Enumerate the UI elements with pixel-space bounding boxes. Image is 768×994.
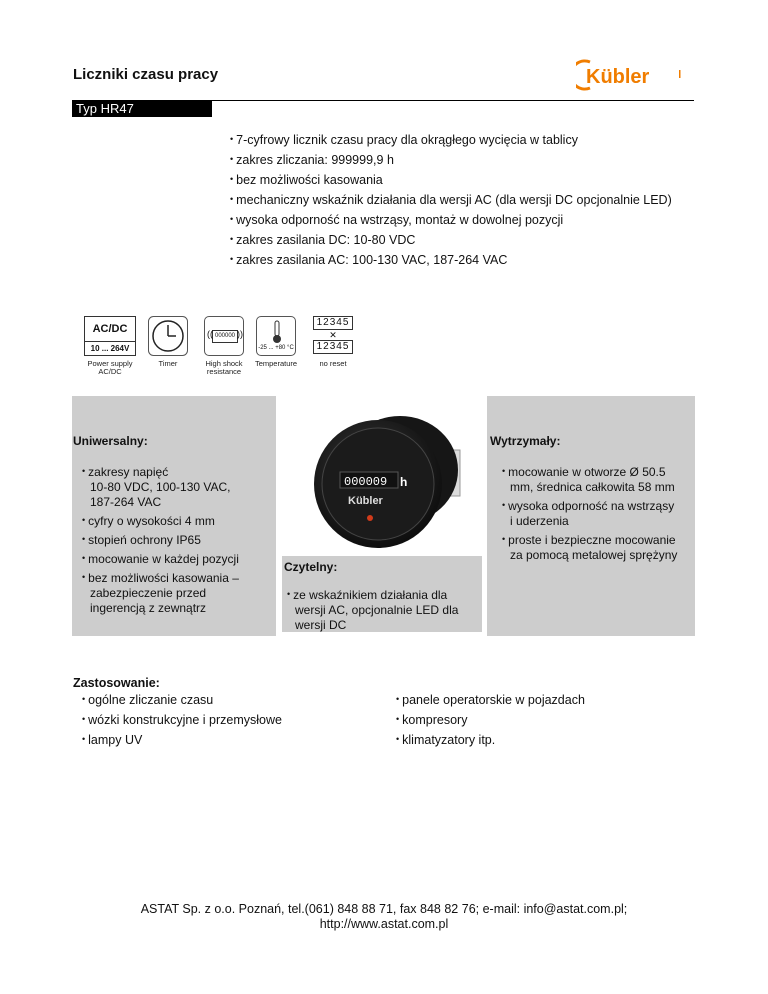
uniwersalny-heading: Uniwersalny: [73, 434, 148, 448]
kubler-logo [576, 58, 682, 92]
no-reset-icon: 12345 ✕ 12345 [313, 316, 353, 356]
feature-item: • zakres zliczania: 999999,9 h [230, 153, 394, 167]
device-unit: h [400, 475, 408, 489]
list-item: • cyfry o wysokości 4 mm [82, 514, 215, 528]
feature-item: • bez możliwości kasowania [230, 173, 383, 187]
feature-list [230, 130, 672, 270]
footer [0, 902, 768, 932]
list-item: • lampy UV [82, 733, 143, 747]
type-label: Typ HR47 [72, 101, 212, 117]
feature-item: • mechaniczny wskaźnik działania dla wersji AC (dla wersji DC opcjonalnie LED) [230, 193, 672, 207]
timer-caption: Timer [158, 359, 178, 368]
list-item: • stopień ochrony IP65 [82, 533, 201, 547]
uniwersalny-list [82, 464, 239, 619]
feature-item: • zakres zasilania AC: 100-130 VAC, 187-264 VAC [230, 253, 508, 267]
list-item: • ze wskaźnikiem działania dla wersji AC, opcjonalnie LED dla wersji DC [287, 588, 459, 632]
list-item: • mocowanie w każdej pozycji [82, 552, 239, 566]
list-item: • ogólne zliczanie czasu [82, 693, 214, 707]
svg-text:Kübler: Kübler [586, 66, 650, 88]
device-digits: 000009 [344, 475, 388, 489]
power-supply-caption: Power supply AC/DC [87, 359, 133, 376]
device-brand: Kübler [348, 495, 383, 507]
zastosowanie-left-list [82, 690, 282, 750]
wytrzymaly-list [502, 464, 677, 566]
list-item: • wysoka odporność na wstrząsy i uderzenia [502, 499, 675, 528]
list-item: • klimatyzatory itp. [396, 733, 496, 747]
shock-caption: High shock resistance [205, 359, 243, 376]
feature-item: • zakres zasilania DC: 10-80 VDC [230, 233, 416, 247]
list-item: • bez możliwości kasowania – zabezpieczenie przed ingerencją z zewnątrz [82, 571, 239, 615]
feature-item: • wysoka odporność na wstrząsy, montaż w dowolnej pozycji [230, 213, 564, 227]
page-title: Liczniki czasu pracy [73, 66, 219, 83]
list-item: • panele operatorskie w pojazdach [396, 693, 585, 707]
wytrzymaly-heading: Wytrzymały: [490, 434, 561, 448]
footer-contact: ASTAT Sp. z o.o. Poznań, tel.(061) 848 88 71, fax 848 82 76; e-mail: info@astat.com.pl; [140, 902, 628, 916]
list-item: • mocowanie w otworze Ø 50.5 mm, średnica całkowita 58 mm [502, 465, 675, 494]
temperature-icon: -25 ... +80 °C [256, 316, 296, 356]
list-item: • zakresy napięć 10-80 VDC, 100-130 VAC, 187-264 VAC [82, 465, 231, 509]
hour-counter-image [300, 412, 464, 556]
list-item: • kompresory [396, 713, 468, 727]
list-item: • proste i bezpieczne mocowanie za pomocą metalowej sprężyny [502, 533, 678, 562]
footer-website[interactable]: http://www.astat.com.pl [319, 917, 449, 931]
no-reset-caption: no reset [319, 359, 347, 368]
list-item: • wózki konstrukcyjne i przemysłowe [82, 713, 282, 727]
temperature-caption: Temperature [254, 359, 298, 368]
zastosowanie-right-list [396, 690, 585, 750]
feature-item: • 7-cyfrowy licznik czasu pracy dla okrągłego wycięcia w tablicy [230, 133, 578, 147]
czytelny-list [287, 587, 458, 636]
power-supply-icon: AC/DC 10 ... 264V [84, 316, 136, 356]
zastosowanie-heading: Zastosowanie: [73, 676, 160, 690]
shock-icon: 000000 (( )) [204, 316, 244, 356]
czytelny-heading: Czytelny: [284, 560, 338, 574]
timer-icon [148, 316, 188, 356]
